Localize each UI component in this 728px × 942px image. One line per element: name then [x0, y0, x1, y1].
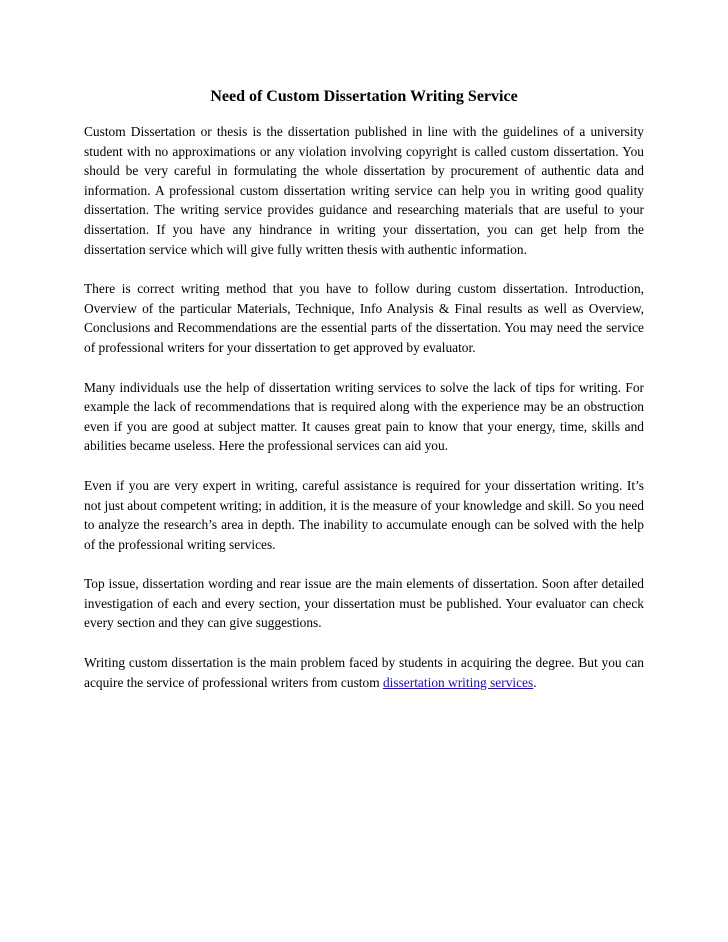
dissertation-writing-services-link[interactable]: dissertation writing services — [382, 674, 534, 690]
document-page — [84, 86, 644, 712]
conclusion-period: . — [533, 674, 537, 690]
paragraph-careful-assistance: Even if you are very expert in writing, careful assistance is required for your dissertation writing. It’s not just about competent writing; in addition, it is the measure of your knowledge and skill. So you need to analyze the research’s area in depth. The inability to accumulate enough can be solved with the help of the professional writing services. — [84, 477, 644, 552]
paragraph-main-elements: Top issue, dissertation wording and rear issue are the main elements of dissertation. Soon after detailed investigation of each and every section, your dissertation must be published. Your evaluator can check every section and they can give suggestions. — [84, 576, 644, 631]
document-title: Need of Custom Dissertation Writing Service — [210, 88, 518, 105]
paragraph-custom-dissertation-definition: Custom Dissertation or thesis is the dissertation published in line with the guidelines of a university student with no approximations or any violation involving copyright is called custom dissertation. You should be very careful in formulating the whole dissertation by procurement of authentic data and information. A professional custom dissertation writing service can help you in writing good quality dissertation. The writing service provides guidance and researching materials that are useful to your dissertation. If you have any hindrance in writing your dissertation, you can get help from the dissertation service which will give fully written thesis with authentic information. — [84, 124, 644, 257]
paragraph-writing-method: There is correct writing method that you have to follow during custom dissertation. Introduction, Overview of the particular Materials, Technique, Info Analysis & Final results as well as Overview, Conclusions and Recommendations are the essential parts of the dissertation. You may need the service of professional writers for your dissertation to get approved by evaluator. — [84, 281, 644, 355]
conclusion-text: Writing custom dissertation is the main problem faced by students in acquiring the degree. But you can acquire the service of professional writers from custom — [84, 655, 644, 690]
paragraph-help-from-services: Many individuals use the help of dissertation writing services to solve the lack of tips for writing. For example the lack of recommendations that is required along with the experience may be an obstruction even if you are good at subject matter. It causes great pain to know that your energy, time, skills and abilities became useless. Here the professional services can aid you. — [84, 379, 644, 454]
paragraph-conclusion — [84, 653, 644, 692]
